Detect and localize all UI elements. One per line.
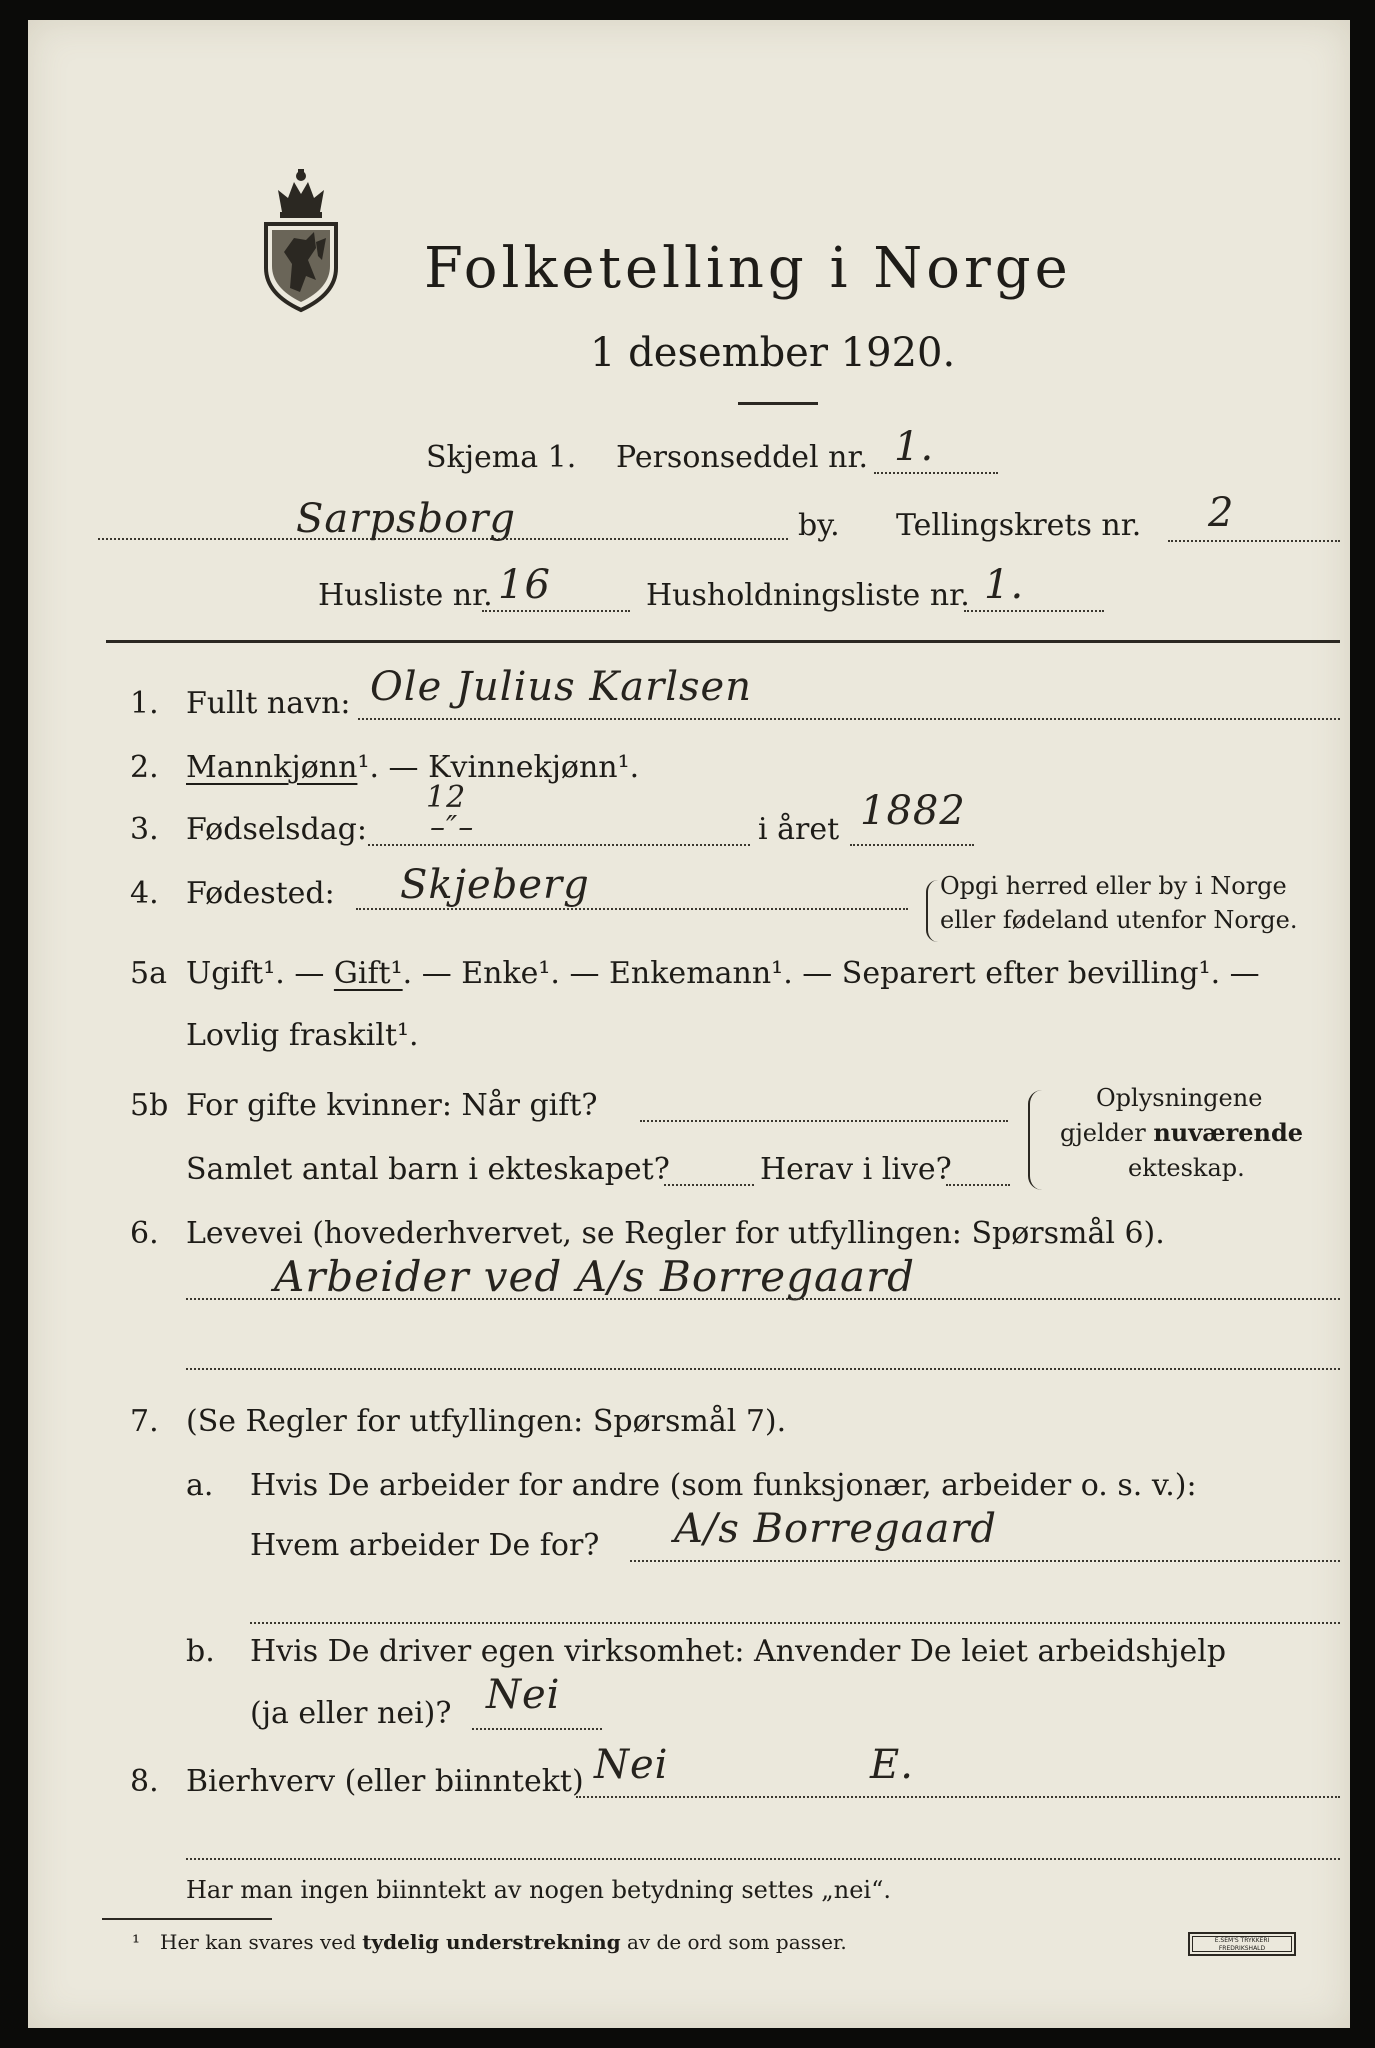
q5b-barn-line — [664, 1184, 754, 1186]
q4-label: Fødested: — [186, 876, 335, 911]
footnote-rule — [102, 1918, 272, 1920]
footnote-text: Her kan svares ved tydelig understrekning av de ord som passer. — [160, 1930, 847, 1954]
personseddel-value[interactable]: 1. — [894, 424, 935, 470]
q5b-live-line — [946, 1184, 1010, 1186]
nei-instruction: Har man ingen biinntekt av nogen betydning settes „nei“. — [186, 1876, 891, 1904]
q1-label: Fullt navn: — [186, 686, 351, 721]
q5b-note-line3: ekteskap. — [1128, 1154, 1245, 1182]
husholdningsliste-label: Husholdningsliste nr. — [646, 578, 970, 613]
q8-label: Bierhverv (eller biinntekt) — [186, 1764, 584, 1799]
q8-extra-line — [186, 1858, 1340, 1860]
q7a-extra-line — [250, 1622, 1340, 1624]
birthplace-value[interactable]: Skjeberg — [400, 862, 590, 908]
q5b-number: 5b — [130, 1088, 169, 1123]
q8-line — [576, 1796, 1340, 1798]
husholdningsliste-line — [964, 610, 1104, 612]
q5b-note-line1: Oplysningene — [1096, 1084, 1263, 1112]
q7a-line2: Hvem arbeider De for? — [250, 1528, 600, 1563]
city-value[interactable]: Sarpsborg — [296, 496, 516, 542]
form-date: 1 desember 1920. — [590, 330, 956, 376]
q5b-barn-label: Samlet antal barn i ekteskapet? — [186, 1152, 670, 1187]
q1-line — [358, 718, 1340, 720]
q7a-answer-line — [630, 1560, 1340, 1562]
tellingskrets-label: Tellingskrets nr. — [896, 508, 1142, 543]
male-option[interactable]: Mannkjønn — [186, 750, 358, 785]
q3-day-line — [368, 844, 750, 846]
tellingskrets-value[interactable]: 2 — [1208, 490, 1235, 536]
q2-separator: ¹. — — [357, 750, 419, 785]
personseddel-line — [874, 472, 998, 474]
skjema-label: Skjema 1. — [426, 440, 577, 475]
q3-number: 3. — [130, 812, 159, 847]
q6-line2 — [186, 1368, 1340, 1370]
printer-city: FREDRIKSHALD — [1218, 1945, 1266, 1952]
hired-help-value[interactable]: Nei — [486, 1672, 561, 1718]
birth-year-value[interactable]: 1882 — [860, 788, 966, 834]
birth-day-value[interactable]: 12 — [426, 780, 467, 815]
header-rule — [106, 640, 1340, 643]
q1-number: 1. — [130, 686, 159, 721]
q6-line1 — [186, 1298, 1340, 1300]
q7b-line2: (ja eller nei)? — [250, 1696, 452, 1731]
q5a-other-options: . — Enke¹. — Enkemann¹. — Separert efter bevilling¹. — — [402, 956, 1260, 991]
q5b-label: For gifte kvinner: Når gift? — [186, 1088, 598, 1123]
birth-month-value[interactable]: –″– — [430, 810, 475, 845]
printer-stamp — [1188, 1932, 1296, 1956]
side-income-value[interactable]: Nei — [594, 1742, 669, 1788]
q5a-number: 5a — [130, 956, 167, 991]
q4-note-line1: Opgi herred eller by i Norge — [940, 872, 1287, 900]
q6-label: Levevei (hovederhvervet, se Regler for utfyllingen: Spørsmål 6). — [186, 1216, 1165, 1251]
tellingskrets-line — [1168, 540, 1340, 542]
q2-number: 2. — [130, 750, 159, 785]
q4-line — [356, 908, 908, 910]
q8-number: 8. — [130, 1764, 159, 1799]
q7a-line1: Hvis De arbeider for andre (som funksjonær, arbeider o. s. v.): — [250, 1468, 1197, 1503]
q5a-options — [186, 956, 1260, 991]
footnote-mark: ¹ — [132, 1930, 141, 1954]
q4-brace — [926, 880, 938, 942]
husholdningsliste-value[interactable]: 1. — [984, 562, 1025, 608]
q7b-answer-line — [472, 1728, 602, 1730]
employer-value[interactable]: A/s Borregaard — [674, 1506, 998, 1552]
full-name-value[interactable]: Ole Julius Karlsen — [370, 664, 752, 710]
q7b-number: b. — [186, 1634, 215, 1669]
q7-number: 7. — [130, 1404, 159, 1439]
q5b-live-label: Herav i live? — [760, 1152, 952, 1187]
q5b-gift-line — [640, 1120, 1008, 1122]
q5b-brace — [1028, 1090, 1042, 1190]
q3-year-line — [850, 844, 974, 846]
female-option[interactable]: Kvinnekjønn — [428, 750, 618, 785]
husliste-line — [482, 610, 630, 612]
q5a-line2: Lovlig fraskilt¹. — [186, 1018, 419, 1053]
ugift-option[interactable]: Ugift¹. — — [186, 956, 325, 991]
by-label: by. — [798, 508, 840, 543]
printer-name: E.SEM'S TRYKKERI — [1214, 1937, 1270, 1944]
personseddel-label: Personseddel nr. — [616, 440, 869, 475]
occupation-value[interactable]: Arbeider ved A/s Borregaard — [274, 1252, 916, 1301]
title-divider — [738, 402, 818, 405]
q7b-line1: Hvis De driver egen virksomhet: Anvender De leiet arbeidshjelp — [250, 1634, 1227, 1669]
q4-number: 4. — [130, 876, 159, 911]
q3-label: Fødselsdag: — [186, 812, 367, 847]
q6-number: 6. — [130, 1216, 159, 1251]
side-income-extra-mark[interactable]: E. — [870, 1742, 914, 1788]
q7-label: (Se Regler for utfyllingen: Spørsmål 7). — [186, 1404, 787, 1439]
coat-of-arms-icon — [260, 168, 342, 314]
husliste-label: Husliste nr. — [318, 578, 493, 613]
q2-end: ¹. — [617, 750, 640, 785]
q4-note-line2: eller fødeland utenfor Norge. — [940, 906, 1298, 934]
q2-gender-options — [186, 750, 639, 785]
gift-option[interactable]: Gift¹ — [333, 956, 403, 991]
q5b-note-line2: gjelder nuværende — [1060, 1118, 1304, 1147]
census-form-page — [28, 20, 1350, 2028]
q3-year-label: i året — [758, 812, 840, 847]
form-title: Folketelling i Norge — [424, 236, 1072, 301]
husliste-value[interactable]: 16 — [498, 562, 551, 608]
q7a-number: a. — [186, 1468, 214, 1503]
